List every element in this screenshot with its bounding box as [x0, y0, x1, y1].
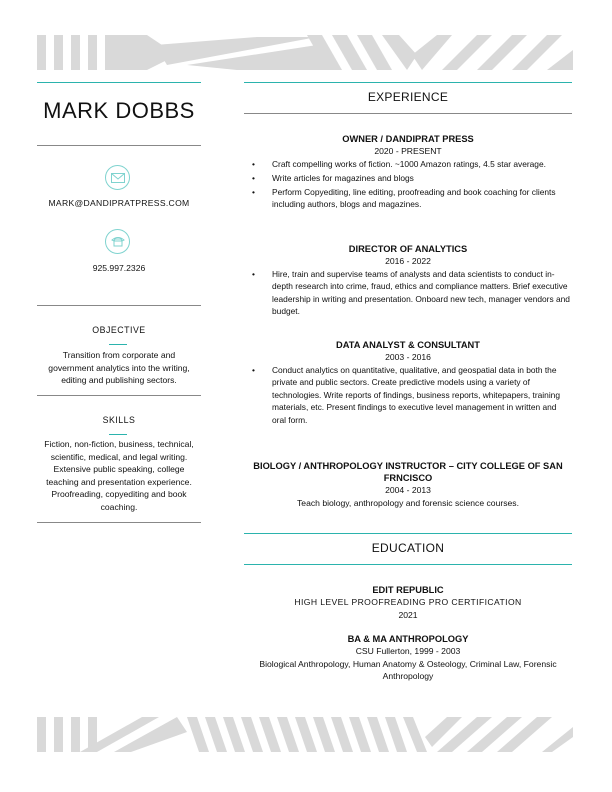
job-entry — [244, 133, 572, 212]
decorative-banner-bottom — [37, 717, 573, 752]
education-title: BA & MA ANTHROPOLOGY — [347, 634, 469, 644]
education-heading: EDUCATION — [371, 541, 445, 555]
accent-dash — [109, 344, 127, 345]
job-bullet: • Hire, train and supervise teams of analysts and data scientists to conduct in-depth research into crime, fraud, ethics and compliance matters. Brief executive leadership in writing and presentation. Onboard new tech, manager vendors and budget. — [244, 268, 572, 318]
email-text: MARK@DANDIPRATPRESS.COM — [48, 198, 190, 208]
telephone-icon — [105, 229, 130, 254]
education-detail: HIGH LEVEL PROOFREADING PRO CERTIFICATION — [294, 597, 522, 607]
skills-heading: SKILLS — [102, 415, 136, 425]
education-entry — [244, 584, 572, 621]
job-bullet: • Perform Copyediting, line editing, proofreading and book coaching for clients including authors, blogs and magazines. — [244, 186, 572, 211]
job-entry — [244, 339, 572, 428]
job-dates: 2004 - 2013 — [385, 485, 431, 495]
job-title: OWNER / DANDIPRAT PRESS — [342, 134, 474, 144]
education-title: EDIT REPUBLIC — [372, 585, 444, 595]
job-entry — [244, 243, 572, 319]
experience-heading: EXPERIENCE — [367, 90, 449, 104]
job-dates: 2003 - 2016 — [385, 352, 431, 362]
job-description: Teach biology, anthropology and forensic science courses. — [297, 497, 519, 508]
accent-dash — [109, 434, 127, 435]
envelope-icon — [105, 165, 130, 190]
candidate-name: MARK DOBBS — [43, 98, 195, 123]
education-year: 2021 — [398, 609, 418, 620]
job-bullet: • Write articles for magazines and blogs — [244, 172, 572, 185]
education-courses: Biological Anthropology, Human Anatomy & Osteology, Criminal Law, Forensic Anthropology — [259, 658, 557, 681]
divider — [244, 533, 572, 534]
divider — [37, 395, 201, 396]
job-title: BIOLOGY / ANTHROPOLOGY INSTRUCTOR – CITY COLLEGE OF SAN FRNCISCO — [253, 461, 563, 483]
objective-heading: OBJECTIVE — [92, 325, 146, 335]
divider — [37, 522, 201, 523]
job-bullet: • Conduct analytics on quantitative, qualitative, and geospatial data in both the private and public sectors. Create predictive models using a variety of technologies. Write reports of findings, business reports, whitepapers, training materials, etc. Present findings to executive level management in written and oral form. — [244, 364, 572, 427]
divider — [244, 82, 572, 83]
job-title: DATA ANALYST & CONSULTANT — [336, 340, 480, 350]
divider — [37, 82, 201, 83]
education-detail: CSU Fullerton, 1999 - 2003 — [355, 646, 461, 656]
phone-text: 925.997.2326 — [92, 263, 146, 273]
skills-text: Fiction, non-fiction, business, technical, scientific, medical, and legal writing. Extensive public speaking, college teaching and presentation experience. Proofreading, copyediting and book coaching. — [44, 439, 194, 512]
job-entry — [244, 460, 572, 509]
objective-text: Transition from corporate and government analytics into the writing, editing and publishing sectors. — [48, 350, 190, 385]
job-dates: 2020 - PRESENT — [374, 146, 442, 156]
decorative-banner-top — [37, 35, 573, 70]
job-title: DIRECTOR OF ANALYTICS — [348, 244, 468, 254]
divider — [244, 564, 572, 565]
education-entry — [244, 633, 572, 683]
divider — [37, 305, 201, 306]
divider — [37, 145, 201, 146]
divider — [244, 113, 572, 114]
job-bullet: • Craft compelling works of fiction. ~1000 Amazon ratings, 4.5 star average. — [244, 158, 572, 171]
job-dates: 2016 - 2022 — [385, 256, 431, 266]
